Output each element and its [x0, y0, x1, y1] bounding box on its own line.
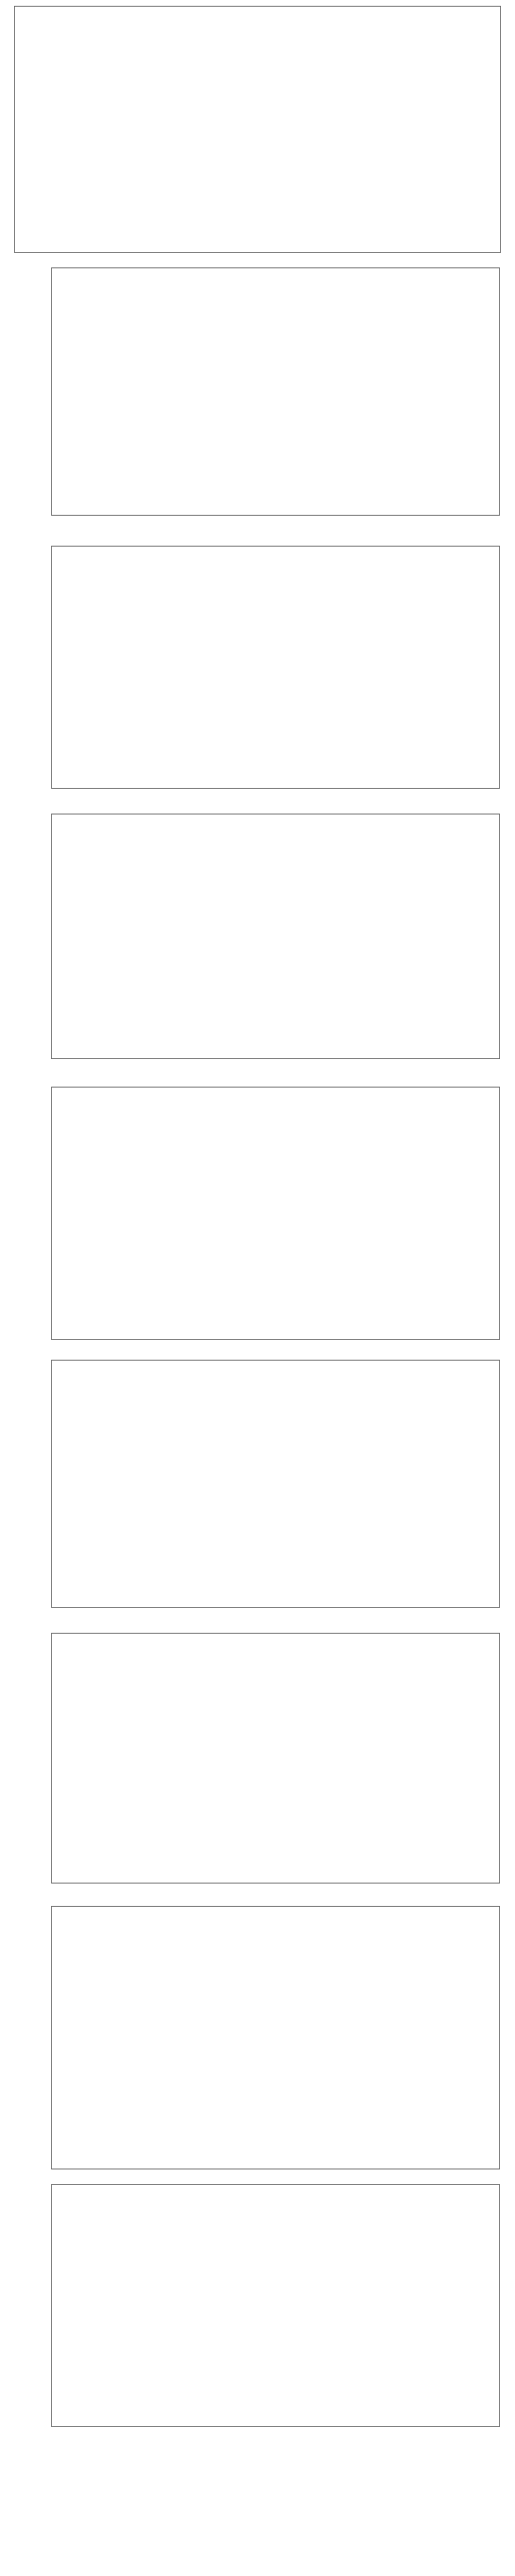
- chart-rainfall-frame: [52, 1360, 500, 1607]
- chart-temperature-frame: [14, 6, 501, 252]
- chart-grass-temp-frame: [52, 1087, 500, 1340]
- chart-wind-speed-frame: [52, 2184, 500, 2427]
- chart-mixing-ratio-frame: [52, 546, 500, 788]
- chart-rh-frame: [52, 268, 500, 515]
- chart-wind-direction-frame: [52, 1906, 500, 2169]
- chart-sunshine-frame: [52, 1633, 500, 1883]
- chart-pressure-frame: [52, 814, 500, 1059]
